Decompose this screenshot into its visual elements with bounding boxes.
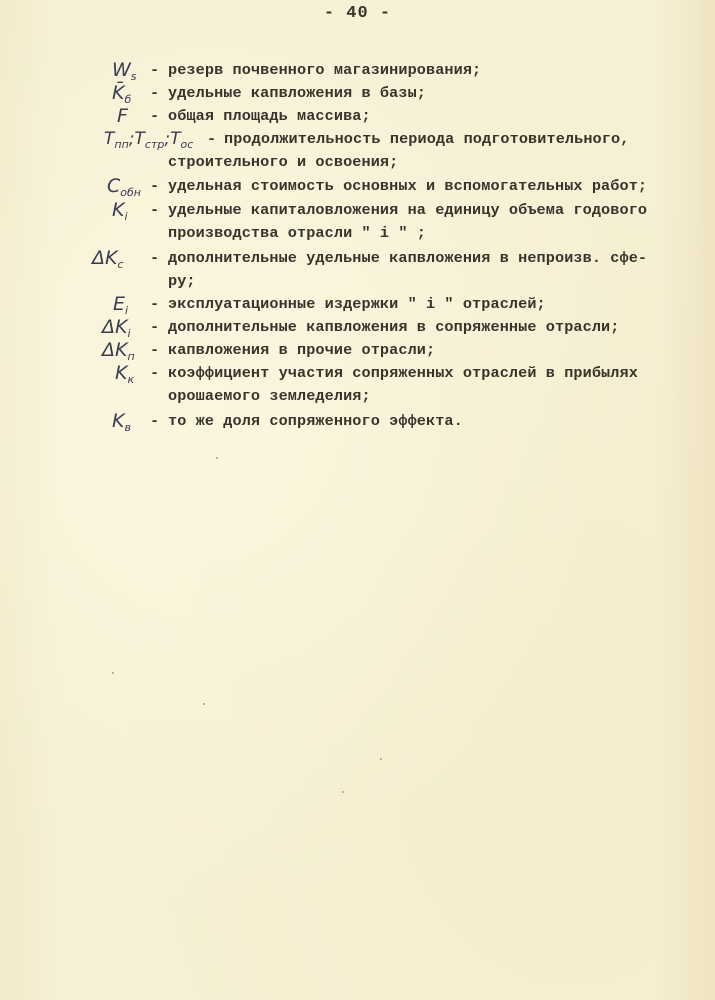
definition-text: удельные капвложения в базы; xyxy=(168,84,426,102)
definition-text: то же доля сопряженного эффекта. xyxy=(168,412,463,430)
dash: - xyxy=(150,295,160,313)
definition-item xyxy=(0,58,715,82)
definition-item xyxy=(0,198,715,222)
symbol-ws: $W_s$ xyxy=(112,59,137,83)
definition-item xyxy=(0,127,715,151)
symbol-ki: $K_i$ xyxy=(112,199,128,223)
page-number: - 40 - xyxy=(323,4,392,23)
dash: - xyxy=(150,249,160,267)
definition-continuation xyxy=(0,150,715,174)
definition-text: дополнительные капвложения в сопряженные отрасли; xyxy=(168,318,620,336)
symbol-kk: $K_к$ xyxy=(115,362,135,386)
paper-speck xyxy=(342,791,344,793)
dash: - xyxy=(207,130,217,148)
dash: - xyxy=(150,107,160,125)
symbol-ei: $E_i$ xyxy=(113,293,129,317)
symbol-kv: $K_в$ xyxy=(112,410,131,434)
definition-text: удельные капиталовложения на единицу объема годового xyxy=(168,201,648,219)
definition-text: дополнительные удельные капвложения в непроизв. сфе- xyxy=(168,249,648,267)
paper-speck xyxy=(203,703,205,705)
dash: - xyxy=(150,84,160,102)
symbol-kb: $K̄_б$ xyxy=(112,82,132,106)
symbol-delta-kp: $\Delta K_п$ xyxy=(102,339,135,363)
symbol-f: F xyxy=(117,105,128,127)
dash: - xyxy=(150,318,160,336)
definition-item xyxy=(0,292,715,316)
dash: - xyxy=(150,341,160,359)
definition-item xyxy=(0,174,715,198)
definition-text-cont: орошаемого земледелия; xyxy=(168,387,371,405)
definition-item xyxy=(0,409,715,433)
symbol-delta-kc: $\Delta K_c$ xyxy=(92,247,124,271)
definition-continuation xyxy=(0,269,715,293)
symbol-delta-ki: $\Delta K_i$ xyxy=(102,316,131,340)
definition-continuation xyxy=(0,221,715,245)
dash: - xyxy=(150,201,160,219)
definition-text: удельная стоимость основных и вспомогательных работ; xyxy=(168,177,648,195)
definition-item xyxy=(0,361,715,385)
paper-speck xyxy=(380,758,382,760)
definition-text: продолжительность периода подготовительного, xyxy=(224,130,630,148)
definition-text: резерв почвенного магазинирования; xyxy=(168,61,482,79)
definition-item xyxy=(0,315,715,339)
dash: - xyxy=(150,364,160,382)
definition-item xyxy=(0,338,715,362)
dash: - xyxy=(150,412,160,430)
paper-speck xyxy=(112,672,114,674)
dash: - xyxy=(150,177,160,195)
definition-text: коэффициент участия сопряженных отраслей в прибылях xyxy=(168,364,638,382)
definition-text: капвложения в прочие отрасли; xyxy=(168,341,436,359)
definition-continuation xyxy=(0,384,715,408)
definition-text-cont: ру; xyxy=(168,272,196,290)
definition-text: общая площадь массива; xyxy=(168,107,371,125)
definition-item xyxy=(0,104,715,128)
definition-text: эксплуатационные издержки " i " отраслей; xyxy=(168,295,546,313)
definition-text-cont: производства отрасли " i " ; xyxy=(168,224,426,242)
paper-speck xyxy=(216,457,218,459)
symbol-c-obn: $C_{обн}$ xyxy=(107,175,141,199)
definition-item xyxy=(0,246,715,270)
definition-text-cont: строительного и освоения; xyxy=(168,153,399,171)
symbol-t-periods: $T_{пп};T_{стр};T_{ос}$ xyxy=(104,129,194,151)
dash: - xyxy=(150,61,160,79)
definition-item xyxy=(0,81,715,105)
